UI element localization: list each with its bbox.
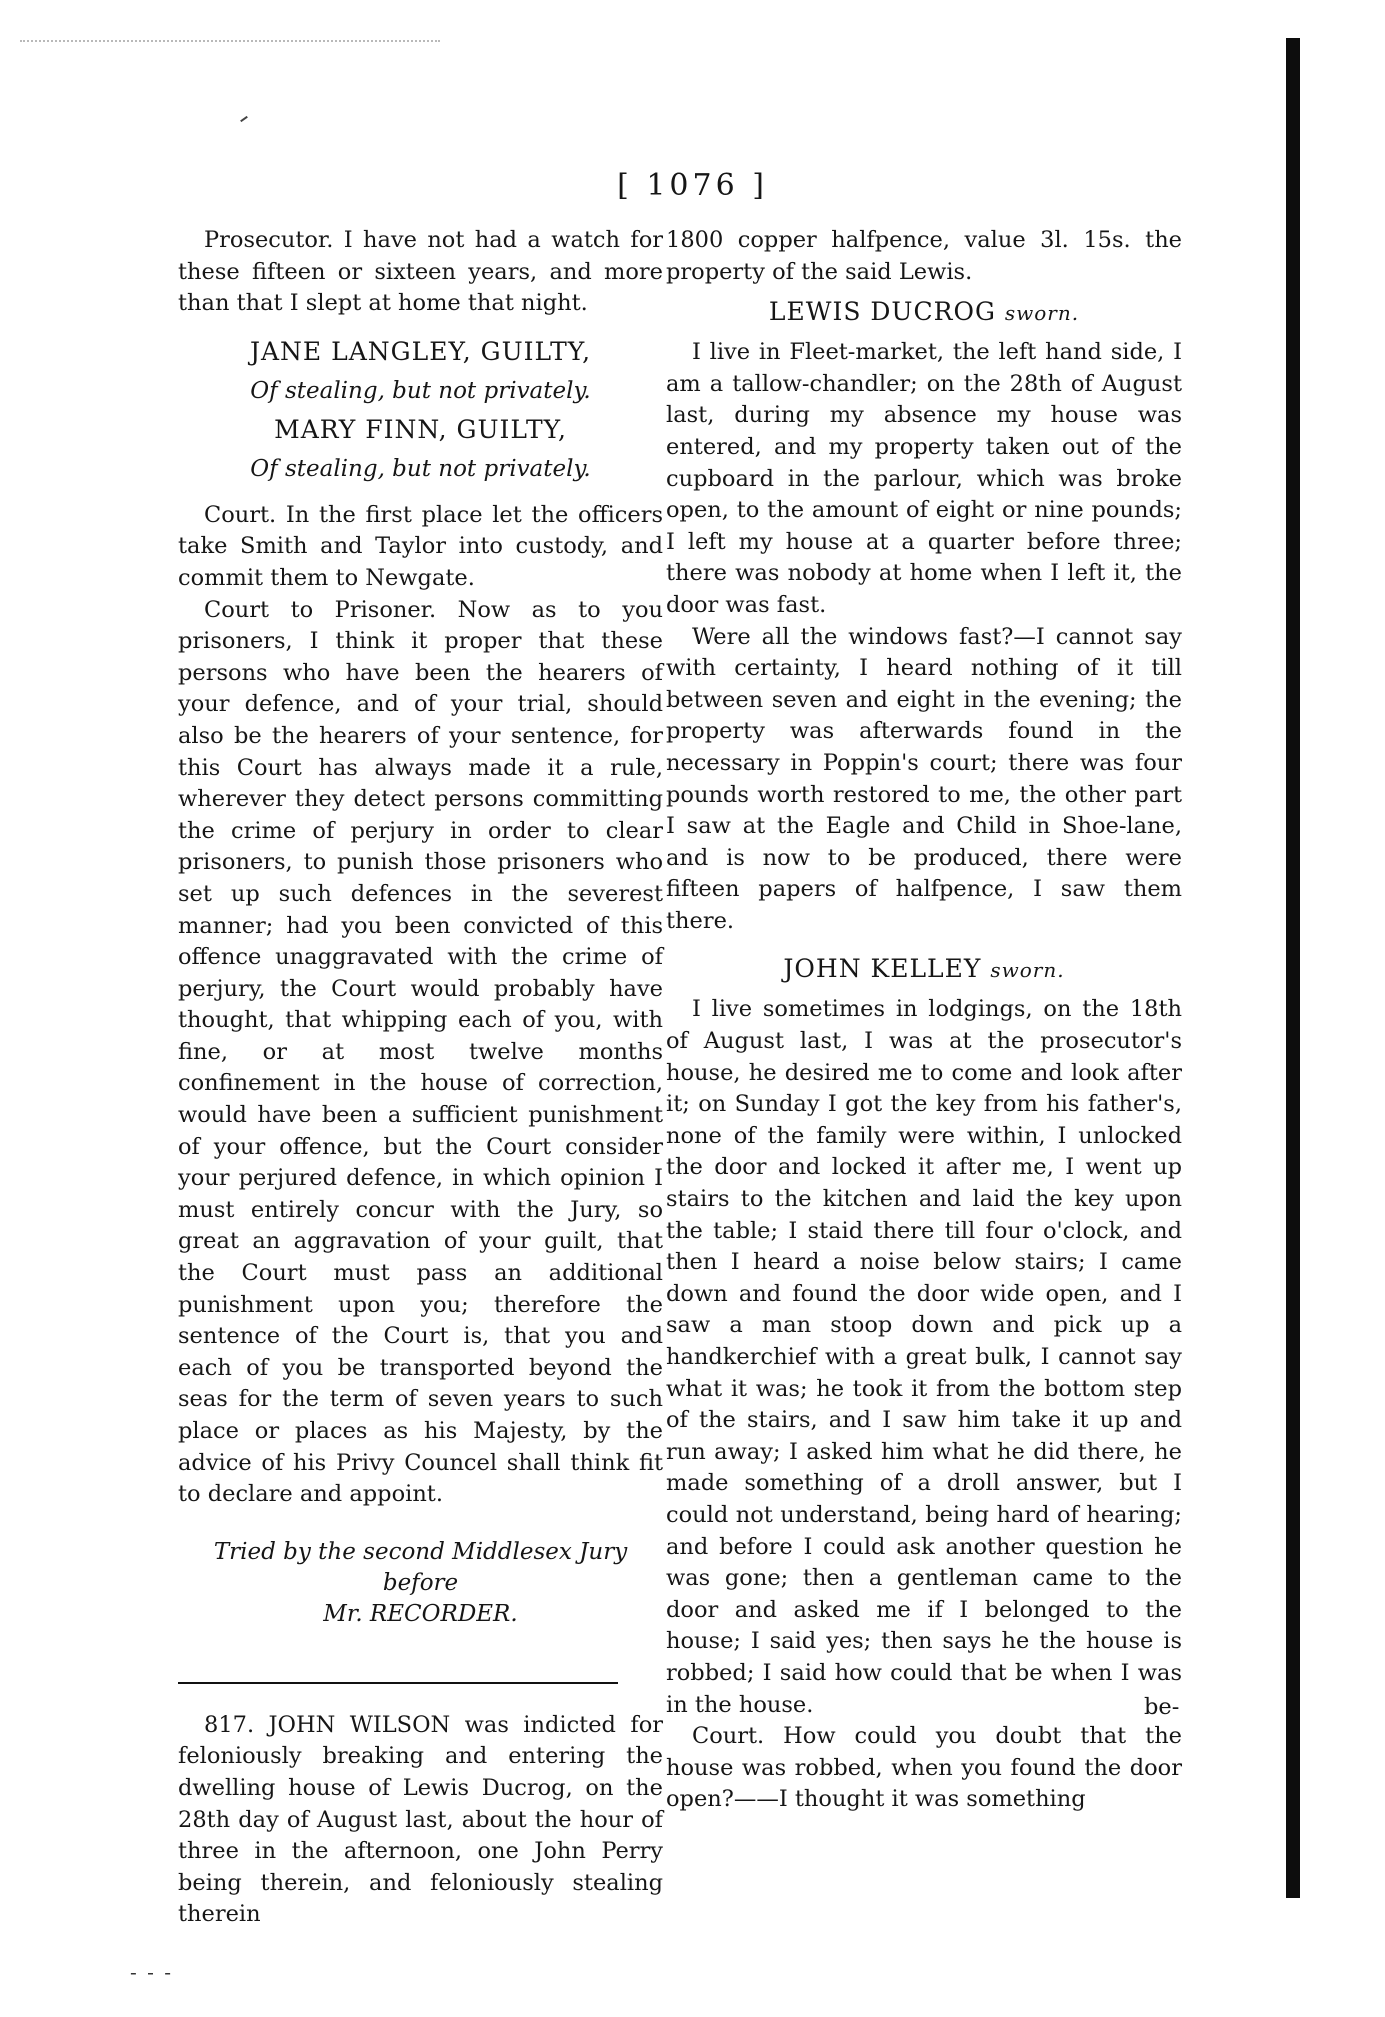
left-column [178, 225, 663, 1931]
court-order: Court. In the first place let the officers take Smith and Taylor into custody, and commit them to Newgate. [178, 501, 663, 591]
verdict-detail: Of stealing, but not privately. [250, 455, 591, 482]
trial-note-line: Mr. RECORDER. [323, 1600, 518, 1627]
witness-heading [666, 949, 1182, 990]
page-edge-shadow [1286, 38, 1300, 1898]
indictment-continuation: 1800 copper halfpence, value 3l. 15s. the property of the said Lewis. [666, 227, 1182, 285]
page-number: [ 1076 ] [617, 168, 768, 203]
testimony: I live sometimes in lodgings, on the 18th of August last, I was at the prosecutor's house, he desired me to come and look after it; on Sunday I got the key from his father's, none of the family were within, I unlocked the door and locked it after me, I went up stairs to the kitchen and laid the key upon the table; I staid there till four o'clock, and then I heard a noise below stairs; I came down and found the door wide open, and I saw a man stoop down and pick up a handkerchief with a great bulk, I cannot say what it was; he took it from the bottom step of the stairs, and I saw him take it up and run away; I asked him what he did there, he made something of a droll answer, but I could not understand, being hard of hearing; and before I could ask another question he was gone; then a gentleman came to the door and asked me if I belonged to the house; I said yes; then says he the house is robbed; I said how could that be when I was in the house. [666, 996, 1182, 1718]
right-column [666, 225, 1182, 1816]
testimony: Were all the windows fast?—I cannot say with certainty, I heard nothing of it till between seven and eight in the evening; the property was afterwards found in the necessary in Poppin's court; there was four pounds worth restored to me, the other part I saw at the Eagle and Child in Shoe-lane, and is now to be produced, there were fifteen papers of halfpence, I saw them there. [666, 623, 1182, 934]
witness-name: LEWIS DUCROG [768, 297, 996, 327]
trial-note-line: Tried by the second Middlesex Jury before [213, 1538, 628, 1596]
verdict-detail: Of stealing, but not privately. [250, 377, 591, 404]
trial-note [178, 1537, 663, 1630]
witness-heading [666, 292, 1182, 333]
section-divider [178, 1682, 618, 1684]
verdict-name: MARY FINN, GUILTY, [274, 414, 567, 444]
sworn-label: sworn. [1004, 301, 1080, 326]
prosecutor-statement: Prosecutor. I have not had a watch for these fifteen or sixteen years, and more than that I slept at home that night. [178, 227, 663, 317]
court-question: Court. How could you doubt that the house was robbed, when you found the door open?——I thought it was something [666, 1723, 1182, 1813]
scan-mark-bottom: - - - [130, 1960, 173, 1984]
verdict-name: JANE LANGLEY, GUILTY, [249, 336, 592, 366]
court-sentence: Court to Prisoner. Now as to you prisoners, I think it proper that these persons who have been the hearers of your defence, and of your trial, should also be the hearers of your sentence, for this Court has always made it a rule, wherever they detect persons committing the crime of perjury in order to clear prisoners, to punish those prisoners who set up such defences in the severest manner; had you been convicted of this offence unaggravated with the crime of perjury, the Court would probably have thought, that whipping each of you, with fine, or at most twelve months confinement in the house of correction, would have been a sufficient punishment of your offence, but the Court consider your perjured defence, in which opinion I must entirely concur with the Jury, so great an aggravation of your guilt, that the Court must pass an additional punishment upon you; therefore the sentence of the Court is, that you and each of you be transported beyond the seas for the term of seven years to such place or places as his Majesty, by the advice of his Privy Councel shall think fit to declare and appoint. [178, 596, 663, 1508]
scan-mark [240, 116, 248, 122]
testimony: I live in Fleet-market, the left hand side, I am a tallow-chandler; on the 28th of August last, during my absence my house was entered, and my property taken out of the cupboard in the parlour, which was broke open, to the amount of eight or nine pounds; I left my house at a quarter before three; there was nobody at home when I left it, the door was fast. [666, 339, 1182, 618]
sworn-label: sworn. [990, 958, 1065, 983]
scan-noise [20, 40, 440, 62]
indictment: 817. JOHN WILSON was indicted for feloniously breaking and entering the dwelling house of Lewis Ducrog, on the 28th day of August last, about the hour of three in the afternoon, one John Perry being therein, and feloniously stealing therein [178, 1711, 663, 1928]
witness-name: JOHN KELLEY [783, 954, 982, 984]
catchword: be- [1144, 1694, 1180, 1720]
